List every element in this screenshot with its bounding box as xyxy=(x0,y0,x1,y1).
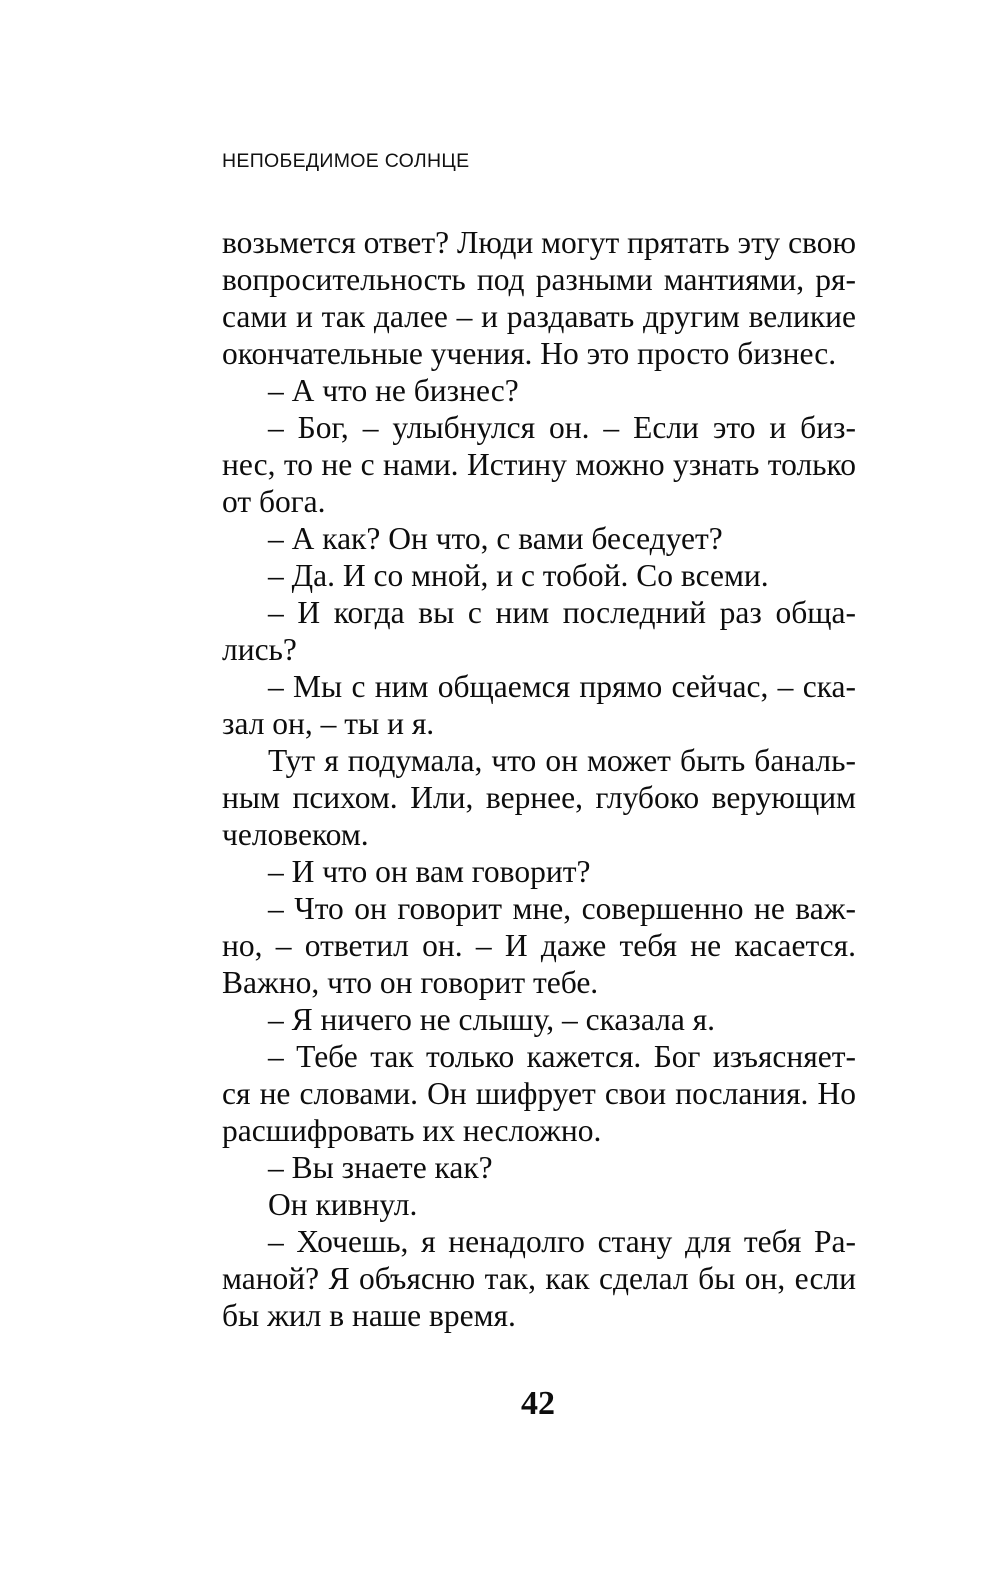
text-line: Тут я подумала, что он может быть баналь- xyxy=(268,743,856,778)
text-line: сами и так далее – и раздавать другим великие xyxy=(222,299,856,334)
text-line: но, – ответил он. – И даже тебя не касается. xyxy=(222,928,856,963)
text-line: – А что не бизнес? xyxy=(268,373,519,408)
page-number: 42 xyxy=(521,1385,555,1422)
text-line: – Тебе так только кажется. Бог изъясняет- xyxy=(268,1039,856,1074)
text-line: человеком. xyxy=(222,817,369,852)
text-line: маной? Я объясню так, как сделал бы он, если xyxy=(222,1261,856,1296)
text-line: лись? xyxy=(222,632,297,667)
text-line: бы жил в наше время. xyxy=(222,1298,516,1333)
text-line: вопросительность под разными мантиями, ря- xyxy=(222,262,856,297)
text-line: – Вы знаете как? xyxy=(268,1150,493,1185)
text-line: Он кивнул. xyxy=(268,1187,418,1222)
text-line: ся не словами. Он шифрует свои послания. Но xyxy=(222,1076,856,1111)
text-line: – Мы с ним общаемся прямо сейчас, – ска- xyxy=(268,669,856,704)
text-line: – Бог, – улыбнулся он. – Если это и биз- xyxy=(268,410,856,445)
running-head-title: НЕПОБЕДИМОЕ СОЛНЦЕ xyxy=(222,150,470,172)
text-line: – И когда вы с ним последний раз обща- xyxy=(268,595,856,630)
body-text xyxy=(222,224,856,1334)
text-line: – Что он говорит мне, совершенно не важ- xyxy=(268,891,856,926)
text-line: зал он, – ты и я. xyxy=(222,706,435,741)
text-line: расшифровать их несложно. xyxy=(222,1113,602,1148)
text-line: – Я ничего не слышу, – сказала я. xyxy=(268,1002,716,1037)
text-line: – А как? Он что, с вами беседует? xyxy=(268,521,723,556)
text-line: – Хочешь, я ненадолго стану для тебя Ра- xyxy=(268,1224,856,1259)
text-line: Важно, что он говорит тебе. xyxy=(222,965,599,1000)
text-line: – Да. И со мной, и с тобой. Со всеми. xyxy=(268,558,769,593)
text-line: ным психом. Или, вернее, глубоко верующим xyxy=(222,780,856,815)
text-line: – И что он вам говорит? xyxy=(268,854,591,889)
text-line: возьмется ответ? Люди могут прятать эту свою xyxy=(222,225,856,260)
text-line: нес, то не с нами. Истину можно узнать только xyxy=(222,447,856,482)
text-line: от бога. xyxy=(222,484,326,519)
text-line: окончательные учения. Но это просто бизнес. xyxy=(222,336,837,371)
